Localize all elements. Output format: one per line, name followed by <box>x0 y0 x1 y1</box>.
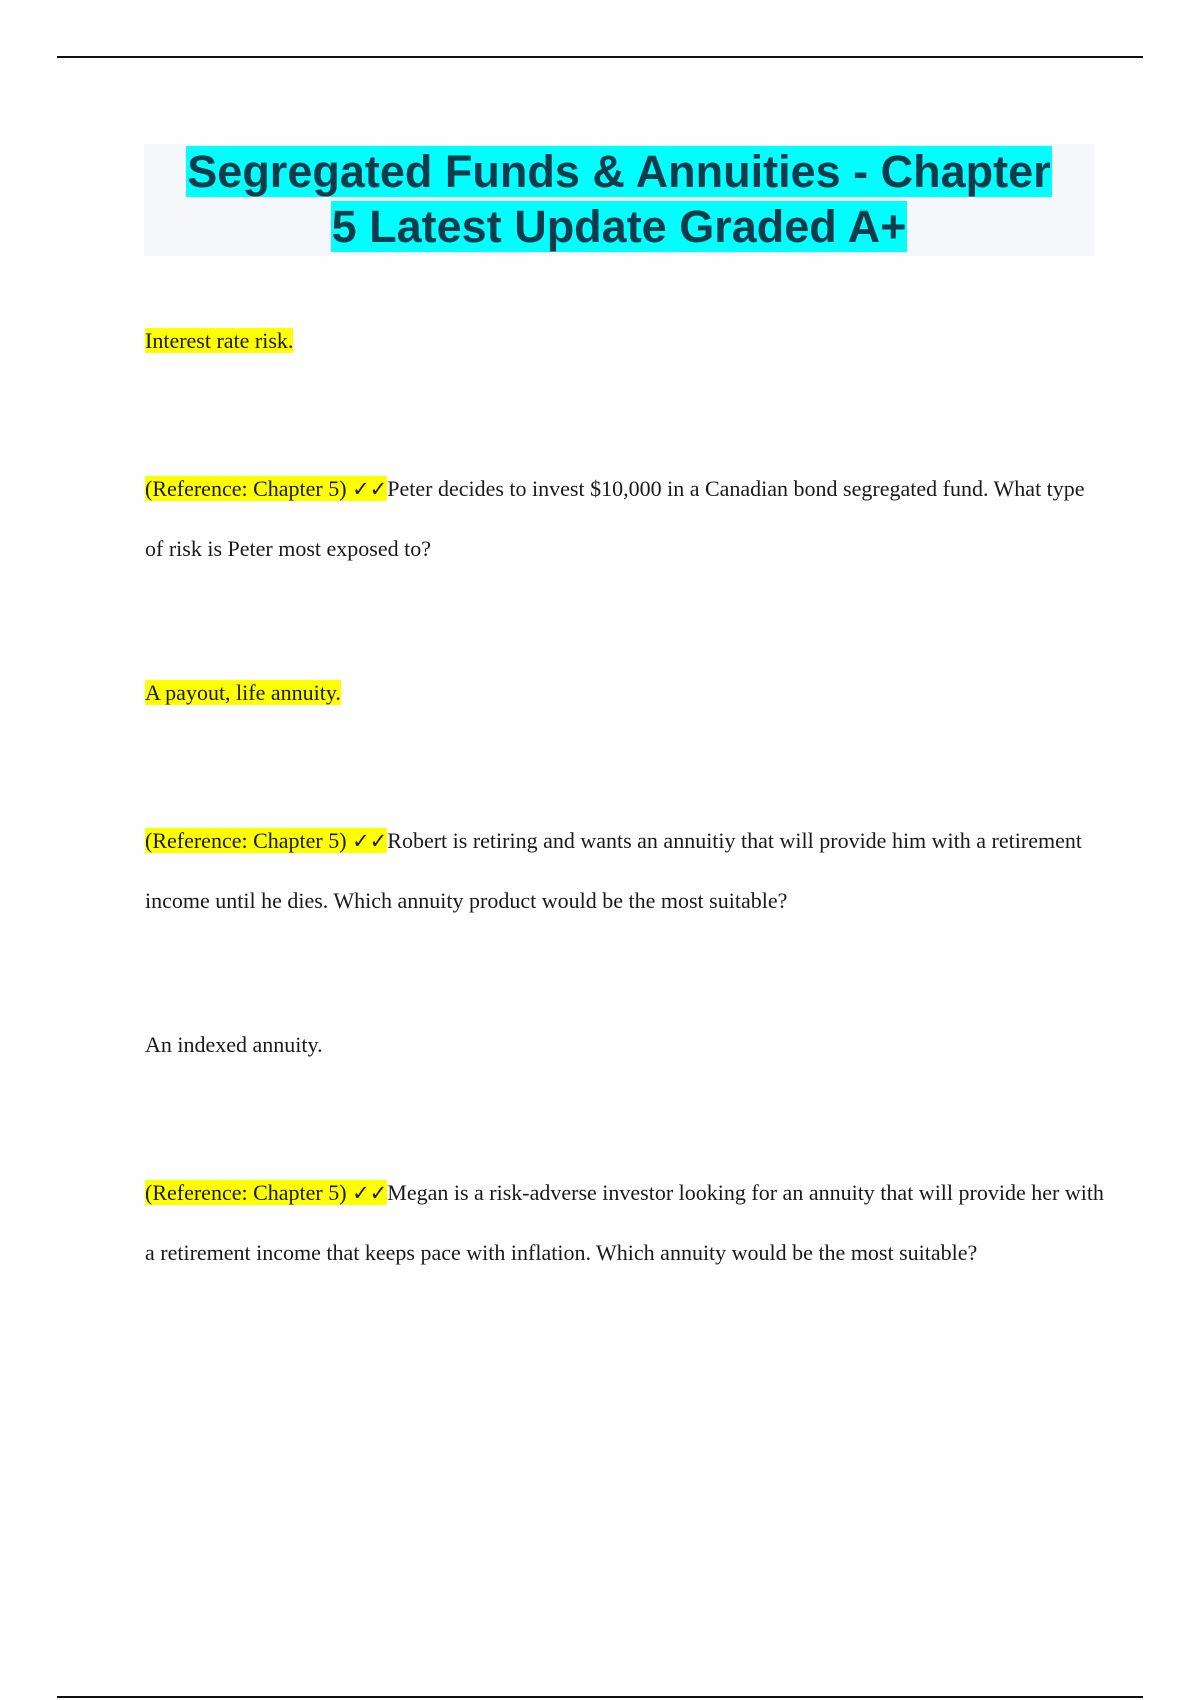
question-1-text: Peter decides to invest $10,000 in a Canadian bond segregated fund. What type of risk is Peter most exposed to? <box>145 476 1085 561</box>
answer-3-text: An indexed annuity. <box>145 1032 323 1057</box>
question-2 <box>145 811 1105 931</box>
answer-1-text: Interest rate risk. <box>145 328 294 353</box>
top-rule <box>57 56 1143 58</box>
question-2-reference: (Reference: Chapter 5) ✓✓ <box>145 828 388 853</box>
answer-2-text: A payout, life annuity. <box>145 680 341 705</box>
answer-2 <box>145 663 1105 723</box>
bottom-rule <box>57 1696 1143 1698</box>
check-icon: ✓✓ <box>352 477 388 501</box>
answer-1 <box>145 311 1105 371</box>
question-2-text: Robert is retiring and wants an annuitiy that will provide him with a retirement income until he dies. Which annuity product would be the most suitable? <box>145 828 1082 913</box>
question-1 <box>145 459 1105 579</box>
check-icon: ✓✓ <box>352 1181 388 1205</box>
question-3-reference: (Reference: Chapter 5) ✓✓ <box>145 1180 388 1205</box>
title-line-1: Segregated Funds & Annuities - Chapter <box>187 146 1051 197</box>
question-3-text: Megan is a risk-adverse investor looking for an annuity that will provide her with a retirement income that keeps pace with inflation. Which annuity would be the most suitable? <box>145 1180 1104 1265</box>
question-3 <box>145 1163 1105 1283</box>
title-line-2: 5 Latest Update Graded A+ <box>331 201 907 252</box>
check-icon: ✓✓ <box>352 829 388 853</box>
question-1-reference: (Reference: Chapter 5) ✓✓ <box>145 476 388 501</box>
document-title <box>144 144 1094 256</box>
answer-3 <box>145 1015 1105 1075</box>
